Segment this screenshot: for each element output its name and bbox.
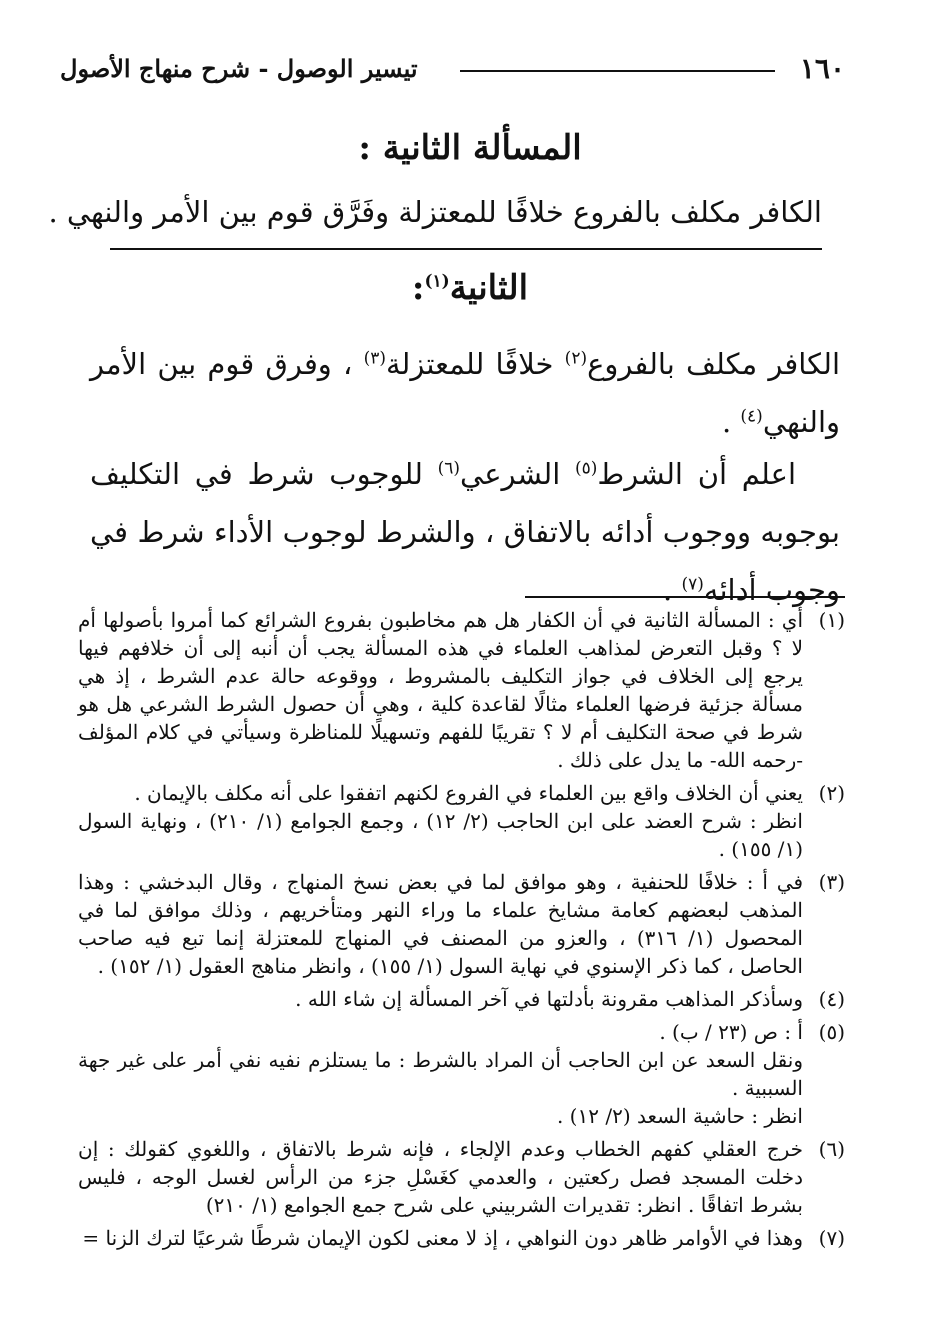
footnote-number: (٢) xyxy=(818,781,845,805)
matn-title: المسألة الثانية : xyxy=(358,128,582,168)
footnote-ref: (٥) xyxy=(574,458,598,479)
body-paragraph xyxy=(90,335,840,451)
footnote-ref: (٤) xyxy=(740,406,763,427)
footnote-number: (٧) xyxy=(818,1226,845,1250)
body-text-run: للوجوب شرط في التكليف بوجوبه ووجوب أدائه بالاتفاق ، والشرط لوجوب الأداء شرط في وجوب أدائه xyxy=(90,457,840,607)
body-text-run: اعلم أن الشرط xyxy=(597,457,797,491)
footnote-7 xyxy=(78,1224,845,1252)
body-text-run: . xyxy=(663,573,673,607)
running-title: تيسير الوصول - شرح منهاج الأصول xyxy=(60,54,418,83)
footnote-ref: (٢) xyxy=(564,348,588,369)
footnotes xyxy=(78,606,845,1257)
footnote-text: في أ : خلافًا للحنفية ، وهو موافق لما في بعض نسخ المنهاج ، وقال البدخشي : وهذا المذهب لبعضهم كعامة مشايخ علماء ما وراء النهر ومتأخريهم ، وذلك موافق لما في المحصول (١/ ٣١٦) ، والعزو من المصنف في المنهاج للمعتزلة إنما تبع فيه صاحب الحاصل ، كما ذكر الإسنوي في نهاية السول (١/ ١٥٥) ، وانظر مناهج العقول (١/ ١٥٢) . xyxy=(78,870,803,978)
footnote-ref: (٣) xyxy=(363,348,386,369)
section-title-colon: : xyxy=(411,268,425,308)
footnote-text: ونقل السعد عن ابن الحاجب أن المراد بالشرط : ما يستلزم نفيه نفي أمر على غير جهة السببية . xyxy=(78,1048,803,1100)
section-title-text: الثانية xyxy=(449,268,529,308)
body-text-run: الشرعي xyxy=(460,457,561,491)
footnote-number: (١) xyxy=(818,608,845,632)
footnote-text: انظر : حاشية السعد (٢/ ١٢) . xyxy=(556,1104,803,1128)
footnote-text: وهذا في الأوامر ظاهر دون النواهي ، إذ لا معنى لكون الإيمان شرطًا شرعيًا لترك الزنا = xyxy=(82,1226,803,1250)
body-text-run: الكافر مكلف بالفروع xyxy=(587,347,840,381)
footnote-number: (٣) xyxy=(818,870,845,894)
footnote-text: خرج العقلي كفهم الخطاب وعدم الإلجاء ، فإنه شرط بالاتفاق ، واللغوي كقولك : إن دخلت المسجد فصل ركعتين ، والعدمي كغَسْلِ جزء من الرأس لغسل الوجه ، فليس بشرط اتفاقًا . انظر: تقديرات الشربيني على شرح جمع الجوامع (١/ ٢١٠) xyxy=(78,1137,803,1217)
page-header xyxy=(60,52,845,92)
footnote-number: (٦) xyxy=(818,1137,845,1161)
page-number: ١٦٠ xyxy=(799,52,845,85)
footnote-text: يعني أن الخلاف واقع بين العلماء في الفروع لكنهم اتفقوا على أنه مكلف بالإيمان . xyxy=(134,781,803,805)
footnote-2 xyxy=(78,779,845,863)
header-rule xyxy=(460,70,775,72)
footnote-ref: (١) xyxy=(424,271,450,292)
body-text-run: . xyxy=(721,405,732,439)
footnote-separator xyxy=(525,596,845,598)
footnote-text: وسأذكر المذاهب مقرونة بأدلتها في آخر المسألة إن شاء الله . xyxy=(295,987,803,1011)
footnote-number: (٥) xyxy=(818,1020,845,1044)
body-paragraph xyxy=(90,445,840,619)
footnote-4 xyxy=(78,985,845,1013)
footnote-6 xyxy=(78,1135,845,1219)
footnote-ref: (٧) xyxy=(681,574,704,595)
footnote-1 xyxy=(78,606,845,774)
footnote-5 xyxy=(78,1018,845,1130)
body-text-run: خلافًا للمعتزلة xyxy=(386,347,554,381)
matn-underline xyxy=(110,248,822,250)
footnote-text: أ : ص (٢٣ / ب) . xyxy=(659,1020,803,1044)
footnote-ref: (٦) xyxy=(437,458,461,479)
section-title xyxy=(0,268,940,308)
footnote-text: أي : المسألة الثانية في أن الكفار هل هم مخاطبون بفروع الشرائع كما أمروا بأصولها أم لا ؟ وقبل التعرض لمذاهب العلماء في هذه المسألة يجب أن أنبه إلى أن خلافهم فيها يرجع إلى الخلاف في جواز التكليف بالمشروط ، ووقوعه حالة عدم الشرط ، إذ هي مسألة جزئية فرضها العلماء مثالًا لقاعدة كلية ، وهي أن حصول الشرط الشرعي هل هو شرط في صحة التكليف أم لا ؟ تقريبًا للفهم وتسهيلًا للمناظرة وسيأتي في كلام المؤلف -رحمه الله- ما يدل على ذلك . xyxy=(78,608,803,772)
footnote-3 xyxy=(78,868,845,980)
body-text-run: ، وفرق قوم بين الأمر والنهي xyxy=(90,347,840,439)
matn-text: الكافر مكلف بالفروع خلافًا للمعتزلة وفَرَّق قوم بين الأمر والنهي . xyxy=(48,195,822,229)
footnote-number: (٤) xyxy=(818,987,845,1011)
footnote-text: انظر : شرح العضد على ابن الحاجب (٢/ ١٢) ، وجمع الجوامع (١/ ٢١٠) ، ونهاية السول (١/ ١٥٥) . xyxy=(78,809,803,861)
